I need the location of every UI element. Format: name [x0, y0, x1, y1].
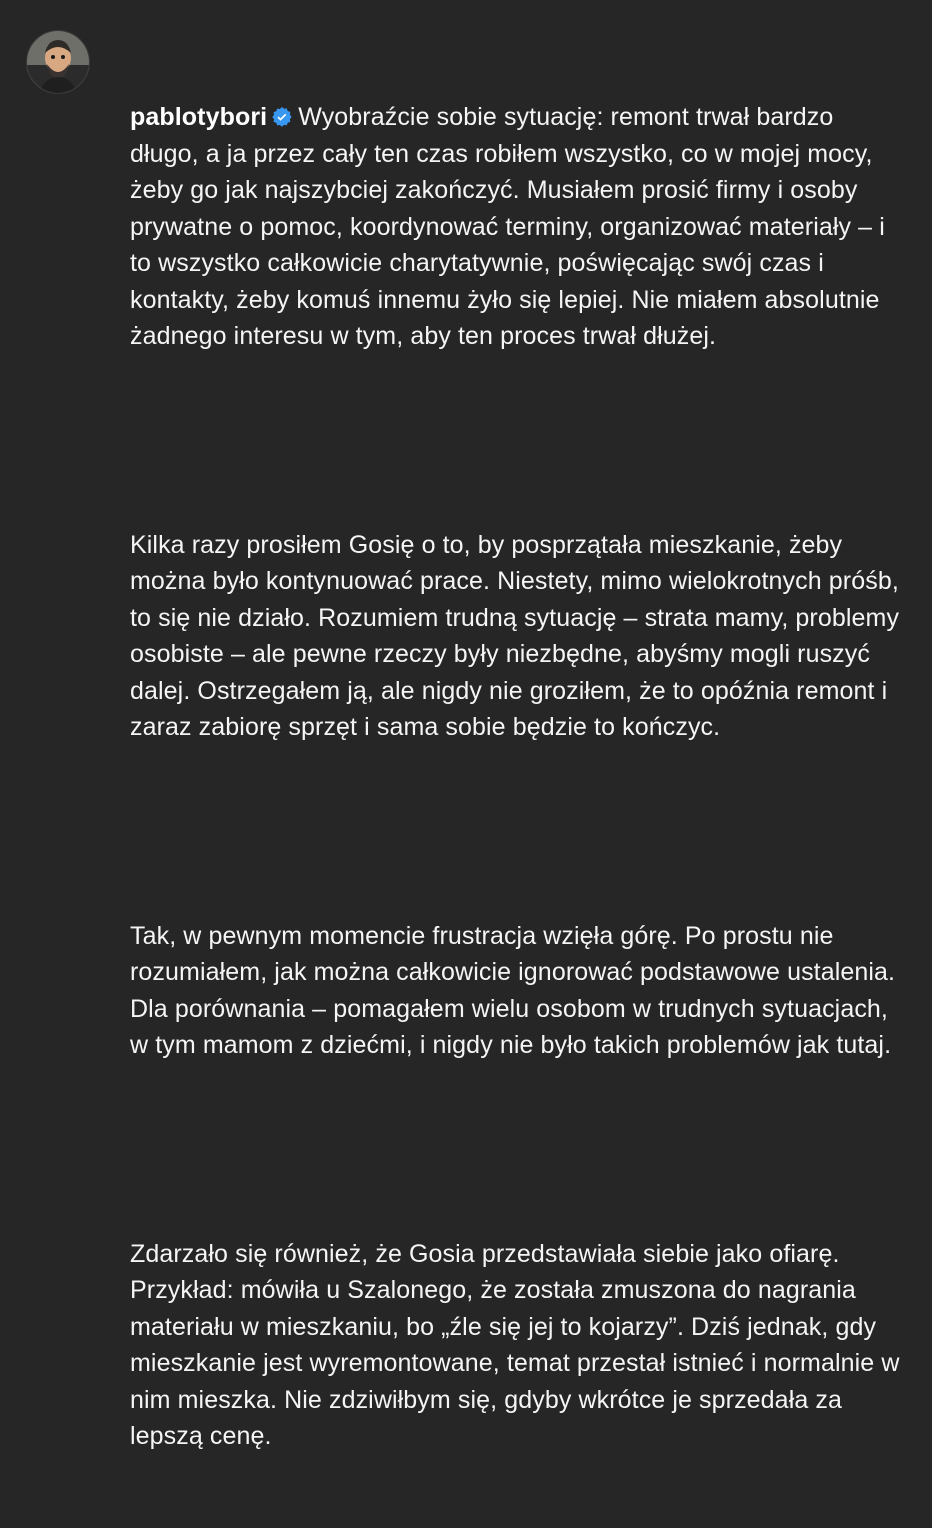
caption-spacer-1 — [130, 428, 902, 454]
caption-paragraph-2: Kilka razy prosiłem Gosię o to, by posprzątała mieszkanie, żeby można było kontynuować prace. Niestety, mimo wielokrotnych próśb, to się nie działo. Rozumiem trudną sytuację – strata mamy, problemy osobiste – ale pewne rzeczy były niezbędne, abyśmy mogli ruszyć dalej. Ostrzegałem ją, ale nigdy nie groziłem, że to opóźnia remont i zaraz zabiorę sprzęt i sama sobie będzie to kończyc. — [130, 530, 907, 741]
post-body — [94, 26, 906, 1528]
username[interactable]: pablotybori — [130, 103, 268, 131]
caption-paragraph-3: Tak, w pewnym momencie frustracja wzięła górę. Po prostu nie rozumiałem, jak można całkowicie ignorować podstawowe ustalenia. Dla porównania – pomagałem wielu osobom w trudnych sytuacjach, w tym mamom z dziećmi, i nigdy nie było takich problemów jak tutaj. — [130, 921, 903, 1059]
verified-badge-icon — [271, 102, 293, 124]
user-avatar-image — [27, 31, 89, 93]
caption-paragraph-4: Zdarzało się również, że Gosia przedstawiała siebie jako ofiarę. Przykład: mówiła u Szalonego, że została zmuszona do nagrania materiału w mieszkaniu, bo „źle się jej to kojarzy”. Dziś jednak, gdy mieszkanie jest wyremontowane, temat przestał istnieć i normalnie w nim mieszka. Nie zdziwiłbym się, gdyby wkrótce je sprzedała za lepszą cenę. — [130, 1239, 907, 1450]
avatar-column — [26, 26, 94, 94]
post-caption — [130, 26, 907, 1528]
caption-spacer-2 — [130, 819, 902, 845]
avatar[interactable] — [26, 30, 90, 94]
caption-paragraph-1 — [130, 99, 902, 355]
caption-text-1: Wyobraźcie sobie sytuację: remont trwał bardzo długo, a ja przez cały ten czas robiłem wszystko, co w mojej mocy, żeby go jak najszybciej zakończyć. Musiałem prosić firmy i osoby prywatne o pomoc, koordynować terminy, organizować materiały – i to wszystko całkowicie charytatywnie, poświęcając swój czas i kontakty, żeby komuś innemu żyło się lepiej. Nie miałem absolutnie żadnego interesu w tym, aby ten proces trwał dłużej. — [130, 103, 892, 350]
caption-spacer-3 — [130, 1137, 902, 1163]
